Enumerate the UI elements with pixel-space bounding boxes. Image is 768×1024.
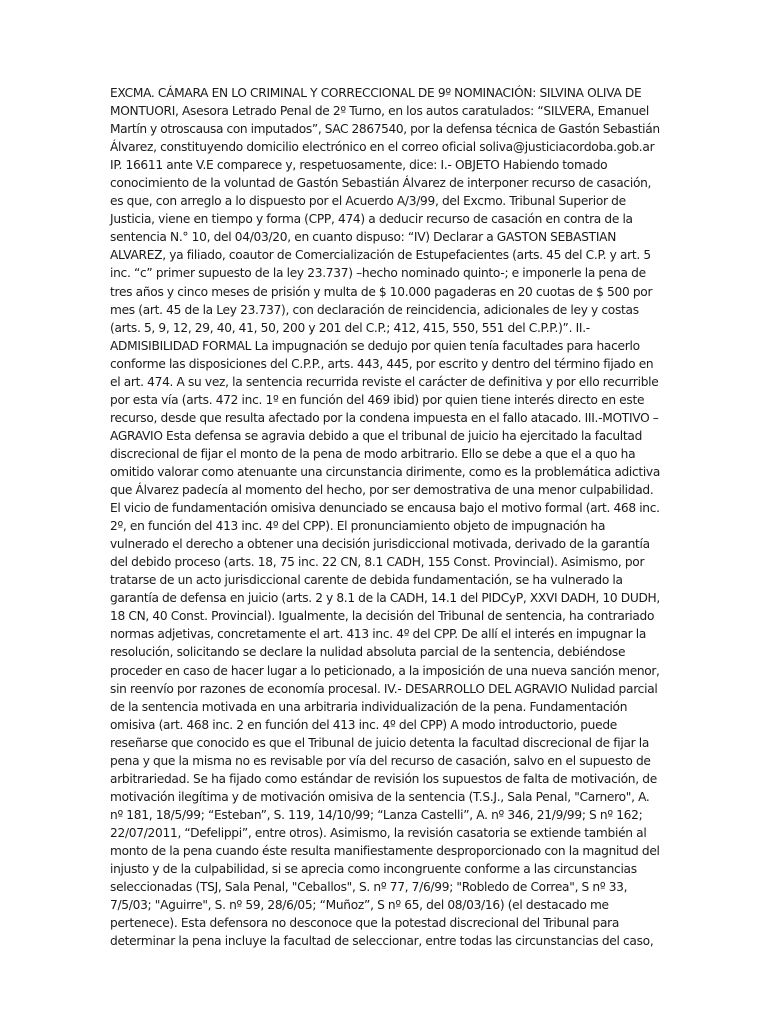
text-line: EXCMA. CÁMARA EN LO CRIMINAL Y CORRECCIONAL DE 9º NOMINACIÓN: SILVINA OLIVA DE bbox=[110, 86, 642, 100]
text-line: conocimiento de la voluntad de Gastón Sebastián Álvarez de interponer recurso de casación, bbox=[110, 176, 652, 191]
text-line: nº 181, 18/5/99; “Esteban”, S. 119, 14/10/99; “Lanza Castelli”, A. nº 346, 21/9/99; S nº 162; bbox=[110, 807, 643, 822]
text-line: El vicio de fundamentación omisiva denunciado se encausa bajo el motivo formal (art. 468 inc. bbox=[110, 501, 660, 516]
text-line: inc. “c” primer supuesto de la ley 23.737) –hecho nominado quinto-; e imponerle la pena de bbox=[110, 266, 646, 281]
text-line: de la sentencia motivada en una arbitraria individualización de la pena. Fundamentación bbox=[110, 699, 628, 714]
text-line: mes (art. 45 de la Ley 23.737), con declaración de reincidencia, adicionales de ley y costas bbox=[110, 302, 639, 317]
text-line: normas adjetivas, concretamente el art. 413 inc. 4º del CPP. De allí el interés en impugnar la bbox=[110, 627, 647, 642]
text-line: conforme las disposiciones del C.P.P., arts. 443, 445, por escrito y dentro del término fijado en bbox=[110, 356, 654, 371]
text-line: monto de la pena cuando éste resulta manifiestamente desproporcionado con la magnitud del bbox=[110, 843, 660, 858]
text-line: 22/07/2011, “Defelippi”, entre otros). Asimismo, la revisión casatoria se extiende también al bbox=[110, 825, 647, 840]
text-line: seleccionadas (TSJ, Sala Penal, "Ceballos", S. nº 77, 7/6/99; "Robledo de Correa", S nº 33, bbox=[110, 880, 628, 895]
document-body-text bbox=[110, 84, 660, 950]
text-line: arbitrariedad. Se ha fijado como estándar de revisión los supuestos de falta de motivación, de bbox=[110, 771, 657, 786]
text-line: recurso, desde que resulta afectado por la condena impuesta en el fallo atacado. III.-MOTIVO – bbox=[110, 410, 659, 425]
text-line: por esta vía (arts. 472 inc. 1º en función del 469 ibid) por quien tiene interés directo en este bbox=[110, 392, 645, 407]
text-line: 18 CN, 40 Const. Provincial). Igualmente, la decisión del Tribunal de sentencia, ha contrariado bbox=[110, 609, 655, 624]
text-line: el art. 474. A su vez, la sentencia recurrida reviste el carácter de definitiva y por ello recurrible bbox=[110, 374, 659, 389]
text-line: MONTUORI, Asesora Letrado Penal de 2º Turno, en los autos caratulados: “SILVERA, Emanuel bbox=[110, 104, 649, 119]
text-line: Álvarez, constituyendo domicilio electrónico en el correo oficial soliva@justiciacordoba.gob.ar bbox=[110, 140, 655, 155]
text-line: AGRAVIO Esta defensa se agravia debido a que el tribunal de juicio ha ejercitado la facultad bbox=[110, 428, 643, 443]
text-line: omisiva (art. 468 inc. 2 en función del 413 inc. 4º del CPP) A modo introductorio, puede bbox=[110, 717, 618, 732]
text-line: omitido valorar como atenuante una circunstancia dirimente, como es la problemática adictiva bbox=[110, 464, 660, 479]
text-line: ALVAREZ, ya filiado, coautor de Comercialización de Estupefacientes (arts. 45 del C.P. y art. 5 bbox=[110, 248, 651, 263]
text-line: IP. 16611 ante V.E comparece y, respetuosamente, dice: I.- OBJETO Habiendo tomado bbox=[110, 158, 608, 173]
text-line: discrecional de fijar el monto de la pena de modo arbitrario. Ello se debe a que el a quo ha bbox=[110, 446, 636, 461]
text-line: sin reenvío por razones de economía procesal. IV.- DESARROLLO DEL AGRAVIO Nulidad parcial bbox=[110, 681, 658, 696]
text-line: del debido proceso (arts. 18, 75 inc. 22 CN, 8.1 CADH, 155 Const. Provincial). Asimismo, por bbox=[110, 555, 645, 570]
text-line: vulnerado el derecho a obtener una decisión jurisdiccional motivada, derivado de la garantía bbox=[110, 537, 650, 552]
text-line: pena y que la misma no es revisable por vía del recurso de casación, salvo en el supuesto de bbox=[110, 753, 651, 768]
text-line: reseñarse que conocido es que el Tribunal de juicio detenta la facultad discrecional de fijar la bbox=[110, 735, 650, 750]
text-line: resolución, solicitando se declare la nulidad absoluta parcial de la sentencia, debiéndose bbox=[110, 645, 626, 660]
text-line: ADMISIBILIDAD FORMAL La impugnación se dedujo por quien tenía facultades para hacerlo bbox=[110, 338, 640, 353]
text-line: determinar la pena incluye la facultad de seleccionar, entre todas las circunstancias del caso, bbox=[110, 934, 654, 949]
text-line: Martín y otroscausa con imputados”, SAC 2867540, por la defensa técnica de Gastón Sebastián bbox=[110, 122, 660, 137]
text-line: pertenece). Esta defensora no desconoce que la potestad discrecional del Tribunal para bbox=[110, 916, 620, 931]
text-line: proceder en caso de hacer lugar a lo peticionado, a la imposición de una nueva sanción menor, bbox=[110, 663, 660, 678]
text-line: motivación ilegítima y de motivación omisiva de la sentencia (T.S.J., Sala Penal, "Carnero", A. bbox=[110, 789, 650, 804]
text-line: (arts. 5, 9, 12, 29, 40, 41, 50, 200 y 201 del C.P.; 412, 415, 550, 551 del C.P.P.)”. II.- bbox=[110, 320, 590, 335]
text-line: injusto y de la culpabilidad, si se aprecia como incongruente conforme a las circunstancias bbox=[110, 862, 637, 877]
text-line: tratarse de un acto jurisdiccional carente de debida fundamentación, se ha vulnerado la bbox=[110, 573, 623, 588]
text-line: 7/5/03; "Aguirre", S. nº 59, 28/6/05; “Muñoz”, S nº 65, del 08/03/16) (el destacado me bbox=[110, 898, 609, 913]
text-line: es que, con arreglo a lo dispuesto por el Acuerdo A/3/99, del Excmo. Tribunal Superior de bbox=[110, 194, 626, 209]
text-line: sentencia N.° 10, del 04/03/20, en cuanto dispuso: “IV) Declarar a GASTON SEBASTIAN bbox=[110, 230, 617, 245]
text-line: 2º, en función del 413 inc. 4º del CPP). El pronunciamiento objeto de impugnación ha bbox=[110, 519, 606, 534]
text-line: Justicia, viene en tiempo y forma (CPP, 474) a deducir recurso de casación en contra de la bbox=[110, 212, 633, 227]
text-line: tres años y cinco meses de prisión y multa de $ 10.000 pagaderas en 20 cuotas de $ 500 por bbox=[110, 284, 653, 299]
text-line: garantía de defensa en juicio (arts. 2 y 8.1 de la CADH, 14.1 del PIDCyP, XXVI DADH, 10 DUDH, bbox=[110, 591, 660, 606]
text-line: que Álvarez padecía al momento del hecho, por ser demostrativa de una menor culpabilidad. bbox=[110, 483, 654, 498]
